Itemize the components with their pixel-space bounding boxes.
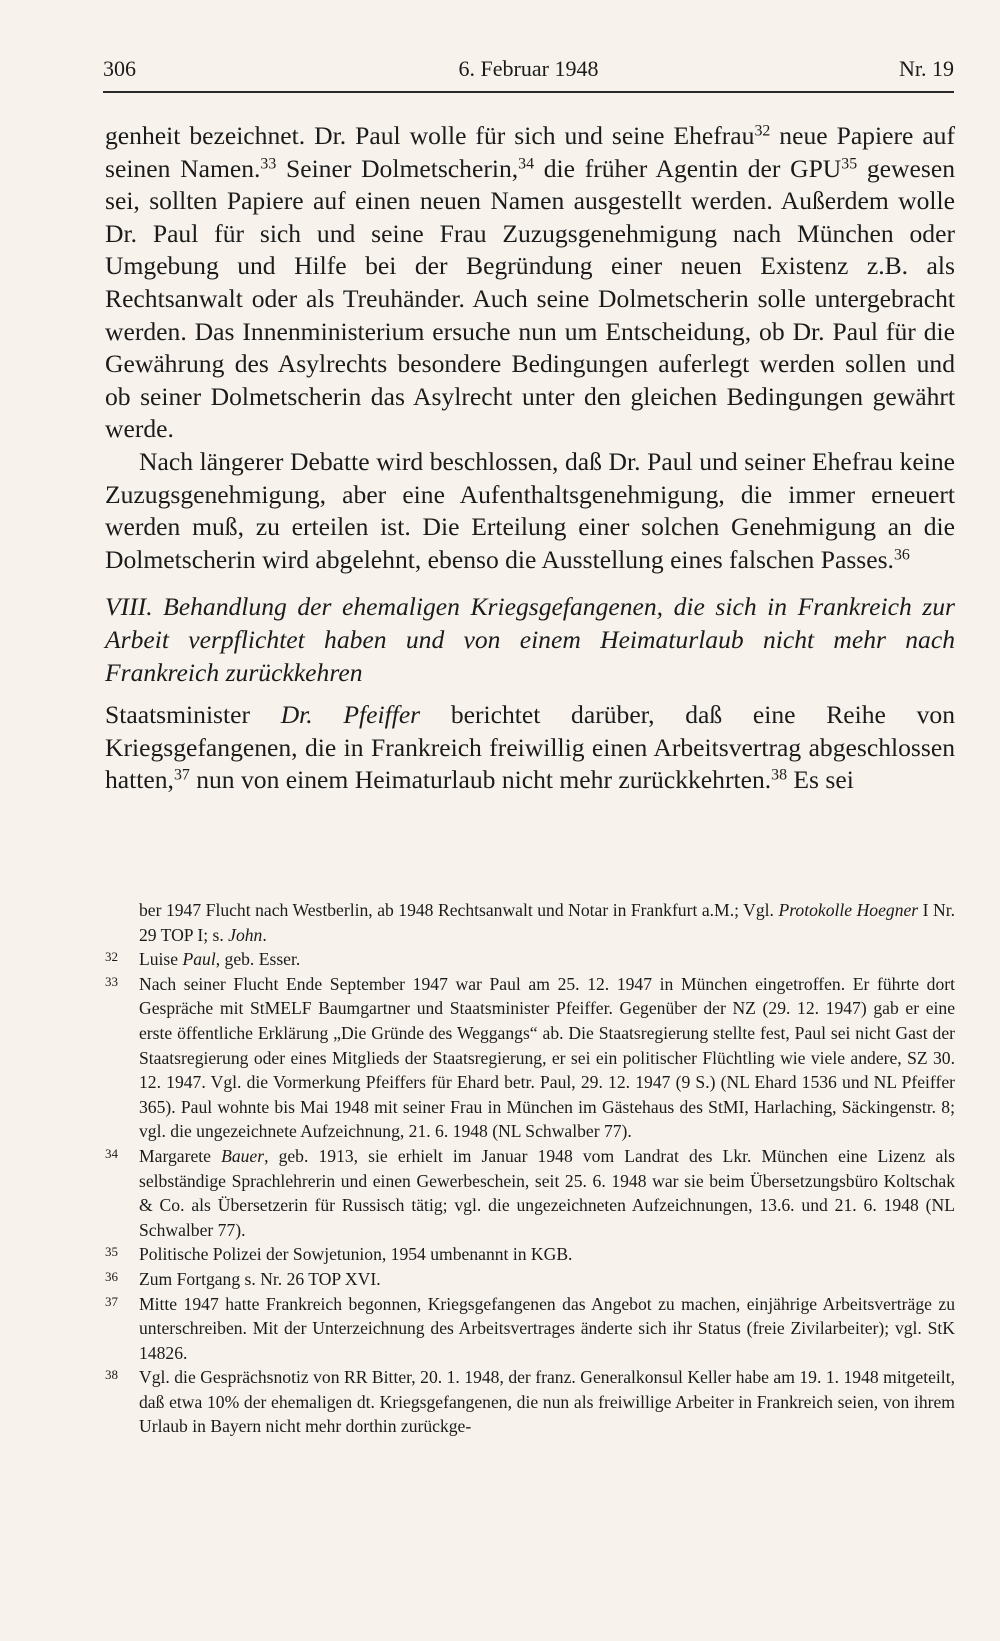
document-number: Nr. 19 [899, 56, 954, 81]
footnote-number: 32 [105, 949, 118, 965]
footnote-ref: 33 [260, 154, 277, 172]
footnote-33: 33 Nach seiner Flucht Ende September 1947 war Paul am 25. 12. 1947 in München eingetroffen. Er führte dort Gespräche mit StMELF Baumgartner und Staatsminister Pfeiffer. Gegenüber der NZ (29. 12. 1947) gab er eine erste öffentliche Erklärung „Die Gründe des Weggangs“ ab. Die Staatsregierung stellte fest, Paul sei nicht Gast der Staatsregierung oder eines Mitglieds der Staatsregierung, er sei ein politischer Flüchtling wie viele andere, SZ 30. 12. 1947. Vgl. die Vormerkung Pfeiffers für Ehard betr. Paul, 29. 12. 1947 (9 S.) (NL Ehard 1536 und NL Pfeiffer 365). Paul wohnte bis Mai 1948 mit seiner Frau in München im Gästehaus des StMI, Harlaching, Säckingenstr. 8; vgl. die ungezeichnete Aufzeichnung, 21. 6. 1948 (NL Schwalber 77). [105, 973, 955, 1142]
running-head [103, 56, 954, 90]
footnote-37: 37 Mitte 1947 hatte Frankreich begonnen, Kriegsgefangenen das Angebot zu machen, einjährige Arbeitsverträge zu unterschreiben. Mit der Unterzeichnung des Arbeitsvertrages änderte sich ihr Status (freie Zivilarbeiter); vgl. StK 14826. [105, 1293, 955, 1363]
section-heading: VIII. Behandlung der ehemaligen Kriegsgefangenen, die sich in Frankreich zur Arbeit verpflichtet haben und von einem Heimaturlaub nicht mehr nach Frankreich zurückkehren [105, 592, 955, 687]
footnote-35: 35 Politische Polizei der Sowjetunion, 1954 umbenannt in KGB. [105, 1244, 573, 1265]
footnote-number: 34 [105, 1145, 118, 1161]
footnote-34: 34 Margarete Bauer, geb. 1913, sie erhielt im Januar 1948 vom Landrat des Lkr. München eine Lizenz als selbständige Sprachlehrerin und einen Gewerbeschein, seit 25. 6. 1948 war sie beim Übersetzungsbüro Koltschak & Co. als Übersetzerin für Russisch tätig; vgl. die ungezeichneten Aufzeichnungen, 13.6. und 21. 6. 1948 (NL Schwalber 77). [105, 1145, 955, 1240]
paragraph-3: Staatsminister Dr. Pfeiffer berichtet darüber, daß eine Reihe von Kriegsgefangenen, die in Frankreich freiwillig einen Arbeitsvertrag abgeschlossen hatten,$^{37}$ nun von einem Heimaturlaub nicht mehr zurückkehrten.$^{38}$ Es sei [105, 700, 955, 795]
page-number: 306 [103, 56, 136, 81]
person-name: Dr. Pfeiffer [280, 700, 421, 730]
footnote-number: 36 [105, 1268, 118, 1284]
footnotes [105, 898, 955, 1439]
footnote-ref: 32 [754, 122, 771, 140]
header-rule [103, 91, 954, 93]
footnote-number: 38 [105, 1367, 118, 1383]
paragraph-2: Nach längerer Debatte wird beschlossen, daß Dr. Paul und seiner Ehefrau keine Zuzugsgenehmigung, aber eine Aufenthaltsgenehmigung, die immer erneuert werden muß, zu erteilen ist. Die Erteilung einer solchen Genehmigung an die Dolmetscherin wird abgelehnt, ebenso die Ausstellung eines falschen Passes.$^{36}$ [105, 446, 955, 574]
footnote-ref: 38 [771, 766, 788, 784]
paragraph-1: genheit bezeichnet. Dr. Paul wolle für sich und seine Ehefrau$^{32}$ neue Papiere auf seinen Namen.$^{33}$ Seiner Dolmetscherin,$^{34}$ die früher Agentin der GPU$^{35}$ gewesen sei, sollten Papiere auf einen neuen Namen ausgestellt werden. Außerdem wolle Dr. Paul für sich und seine Frau Zuzugsgenehmigung nach München oder Umgebung und Hilfe bei der Begründung einer neuen Existenz z.B. als Rechtsanwalt oder als Treuhänder. Auch seine Dolmetscherin solle untergebracht werden. Das Innenministerium ersuche nun um Entscheidung, ob Dr. Paul für die Gewährung des Asylrechts besondere Bedingungen auferlegt werden sollen und ob seiner Dolmetscherin das Asylrecht unter den gleichen Bedingungen gewährt werde. [105, 121, 955, 444]
footnote-number: 37 [105, 1293, 118, 1309]
footnote-ref: 37 [173, 766, 190, 784]
running-head-date: 6. Februar 1948 [458, 56, 599, 81]
main-text [105, 120, 955, 797]
footnote-continuation: ber 1947 Flucht nach Westberlin, ab 1948 Rechtsanwalt und Notar in Frankfurt a.M.; Vgl. Protokolle Hoegner I Nr. 29 TOP I; s. John. [139, 900, 956, 945]
footnote-number: 35 [105, 1244, 118, 1260]
footnote-ref: 36 [893, 546, 910, 563]
footnote-number: 33 [105, 973, 118, 989]
footnote-38: 38 Vgl. die Gesprächsnotiz von RR Bitter, 20. 1. 1948, der franz. Generalkonsul Keller habe am 19. 1. 1948 mitgeteilt, daß etwa 10% der ehemaligen dt. Kriegsgefangenen, die nun als freiwillige Arbeiter in Frankreich seien, von ihrem Urlaub in Bayern nicht mehr dorthin zurückge- [105, 1367, 955, 1437]
footnote-32: 32 Luise Paul, geb. Esser. [105, 949, 301, 970]
footnote-36: 36 Zum Fortgang s. Nr. 26 TOP XVI. [105, 1268, 381, 1289]
footnote-ref: 35 [841, 154, 858, 172]
footnote-ref: 34 [518, 154, 535, 172]
